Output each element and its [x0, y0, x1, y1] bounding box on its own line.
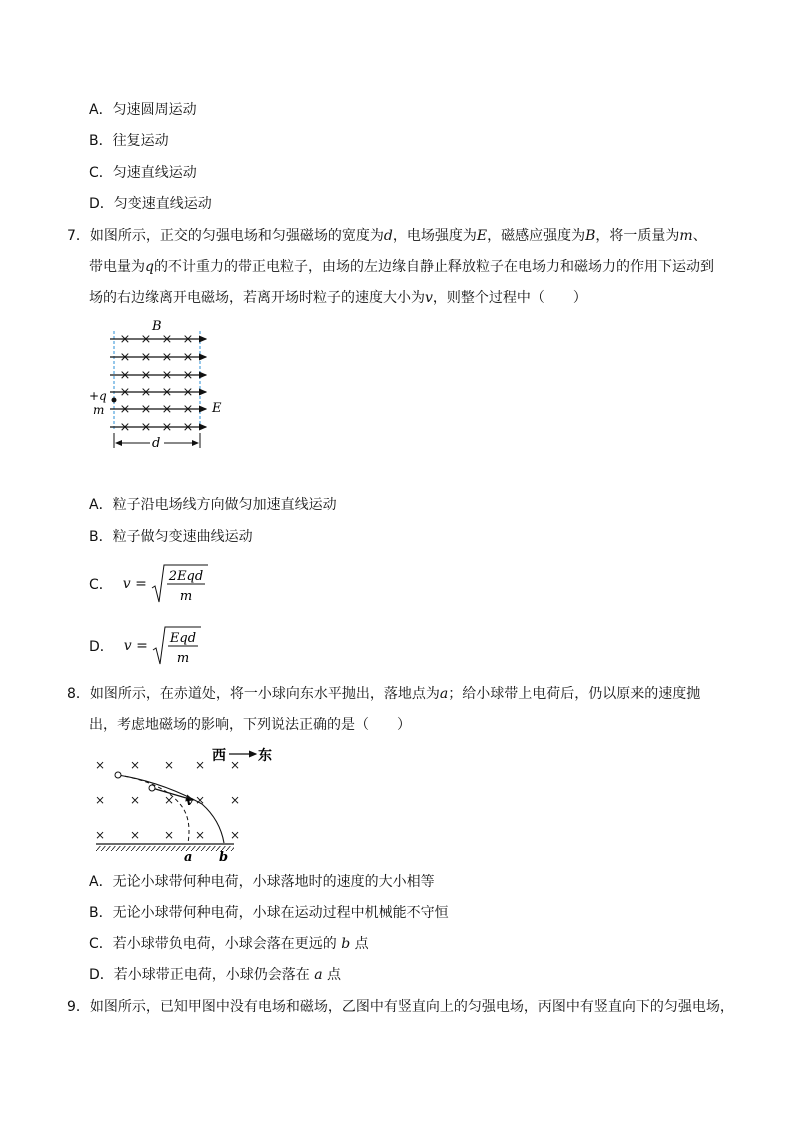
q8-direction-east: 东	[258, 748, 272, 764]
q8-number: 8．	[67, 686, 90, 702]
q7-label-d: d	[152, 436, 161, 451]
svg-text:×: ×	[140, 385, 152, 400]
q8-label-a: a	[184, 850, 193, 864]
svg-text:m: m	[179, 589, 193, 604]
svg-text:×: ×	[140, 350, 152, 365]
q7-option-d: D． v = Eqd m	[89, 624, 202, 668]
q8-ball-mid	[149, 785, 155, 791]
svg-text:×: ×	[119, 402, 131, 417]
svg-text:×: ×	[194, 828, 206, 842]
q8-option-d: D．若小球带正电荷，小球仍会落在 a 点	[89, 967, 342, 983]
svg-text:×: ×	[129, 828, 141, 842]
svg-text:×: ×	[182, 350, 194, 365]
svg-text:×: ×	[140, 332, 152, 347]
svg-text:×: ×	[229, 758, 241, 772]
q7-label-q: +q	[89, 389, 107, 403]
q7-label-e: E	[212, 401, 222, 416]
q6-option-a: A．匀速圆周运动	[89, 102, 197, 118]
svg-text:m: m	[176, 651, 190, 666]
q7-option-a: A．粒子沿电场线方向做匀加速直线运动	[89, 497, 337, 513]
svg-text:×: ×	[94, 828, 106, 842]
svg-text:×: ×	[140, 402, 152, 417]
svg-text:×: ×	[129, 758, 141, 772]
q7-field-diagram	[86, 315, 236, 455]
q7-label-m: m	[93, 403, 105, 417]
svg-text:×: ×	[182, 368, 194, 383]
q8-projectile-diagram	[92, 742, 282, 864]
svg-text:×: ×	[119, 420, 131, 435]
q6-option-d: D．匀变速直线运动	[89, 196, 212, 212]
svg-text:×: ×	[163, 828, 175, 842]
q8-label-b: b	[219, 850, 229, 864]
q8-option-a: A．无论小球带何种电荷，小球落地时的速度的大小相等	[89, 874, 435, 890]
q9-stem-line1: 9．如图所示，已知甲图中没有电场和磁场，乙图中有竖直向上的匀强电场，丙图中有竖直向下的匀强电场，	[67, 999, 734, 1015]
svg-text:×: ×	[161, 402, 173, 417]
svg-text:Eqd: Eqd	[169, 631, 196, 646]
svg-text:×: ×	[182, 385, 194, 400]
q7-option-c-formula	[151, 562, 209, 606]
svg-text:×: ×	[161, 385, 173, 400]
q9-number: 9．	[67, 999, 90, 1015]
svg-text:×: ×	[161, 350, 173, 365]
svg-text:×: ×	[182, 420, 194, 435]
svg-text:×: ×	[119, 368, 131, 383]
q6-option-c: C．匀速直线运动	[89, 165, 197, 181]
svg-text:×: ×	[140, 420, 152, 435]
q8-label-v: v	[186, 794, 193, 808]
q8-option-c: C．若小球带负电荷，小球会落在更远的 b 点	[89, 936, 369, 952]
svg-text:×: ×	[161, 332, 173, 347]
q8-ball-start	[115, 772, 121, 778]
q6-option-b: B．往复运动	[89, 133, 169, 149]
q7-option-d-formula	[152, 624, 202, 668]
q7-option-b: B．粒子做匀变速曲线运动	[89, 529, 253, 545]
svg-text:×: ×	[119, 332, 131, 347]
q8-stem-line2: 出，考虑地磁场的影响，下列说法正确的是（ ）	[89, 717, 411, 733]
svg-text:×: ×	[182, 402, 194, 417]
svg-text:×: ×	[94, 793, 106, 807]
svg-text:×: ×	[229, 793, 241, 807]
q7-number: 7．	[67, 228, 90, 244]
svg-text:×: ×	[140, 368, 152, 383]
svg-text:×: ×	[119, 350, 131, 365]
svg-text:×: ×	[229, 828, 241, 842]
svg-text:×: ×	[163, 793, 175, 807]
q7-option-c: C． v = 2Eqd m	[89, 562, 209, 606]
svg-text:×: ×	[163, 758, 175, 772]
q7-stem-line3: 场的右边缘离开电磁场，若离开场时粒子的速度大小为v，则整个过程中（ ）	[89, 290, 587, 306]
q8-direction-west: 西	[212, 748, 226, 764]
svg-text:×: ×	[94, 758, 106, 772]
svg-text:×: ×	[194, 758, 206, 772]
svg-text:×: ×	[129, 793, 141, 807]
svg-text:×: ×	[182, 332, 194, 347]
svg-text:×: ×	[119, 385, 131, 400]
q7-label-b: B	[152, 319, 162, 334]
q7-stem-line1: 7．如图所示，正交的匀强电场和匀强磁场的宽度为d，电场强度为E，磁感应强度为B，将一质量为m、	[67, 228, 707, 244]
svg-text:×: ×	[194, 793, 206, 807]
svg-text:2Eqd: 2Eqd	[168, 569, 204, 584]
svg-text:×: ×	[161, 368, 173, 383]
q7-stem-line2: 带电量为q的不计重力的带正电粒子，由场的左边缘自静止释放粒子在电场力和磁场力的作用下运动到	[89, 259, 714, 275]
svg-text:×: ×	[161, 420, 173, 435]
q8-stem-line1: 8．如图所示，在赤道处，将一小球向东水平抛出，落地点为a；给小球带上电荷后，仍以原来的速度抛	[67, 686, 701, 702]
q7-particle	[112, 398, 117, 403]
q8-option-b: B．无论小球带何种电荷，小球在运动过程中机械能不守恒	[89, 905, 449, 921]
